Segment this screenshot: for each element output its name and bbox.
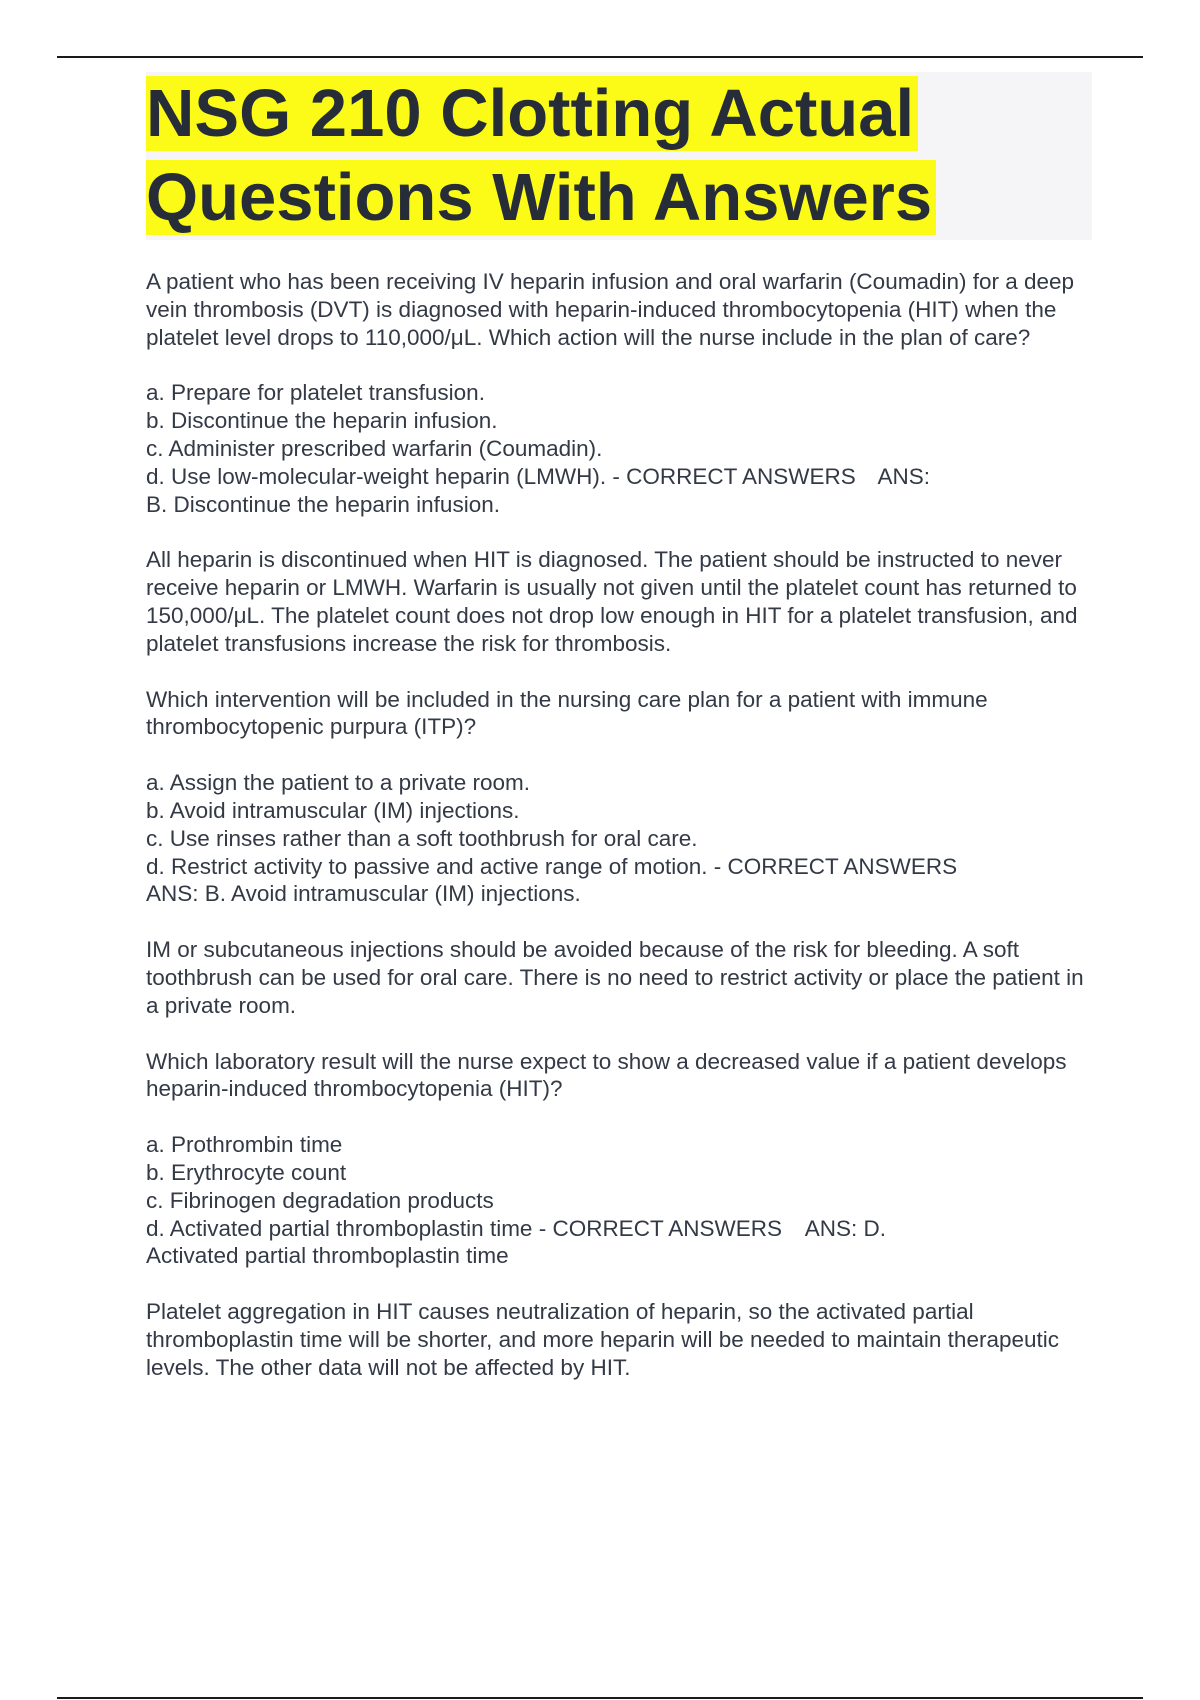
document-title: NSG 210 Clotting Actual Questions With Answers — [146, 72, 1092, 240]
question-3-option-b: b. Erythrocyte count — [146, 1159, 347, 1185]
question-3-option-d-line — [146, 1215, 886, 1243]
question-3-stem: Which laboratory result will the nurse expect to show a decreased value if a patient develops heparin-induced thrombocytopenia (HIT)? — [146, 1048, 1067, 1102]
question-2-stem: Which intervention will be included in the nursing care plan for a patient with immune thrombocytopenic purpura (ITP)? — [146, 686, 988, 740]
question-1-answer: B. Discontinue the heparin infusion. — [146, 491, 500, 517]
question-1-option-d-line — [146, 463, 930, 491]
question-3-ans-label: ANS: D. — [804, 1215, 886, 1241]
question-2-answer: ANS: B. Avoid intramuscular (IM) injections. — [146, 881, 581, 907]
question-3-answer: Activated partial thromboplastin time — [146, 1243, 509, 1269]
question-1-option-b: b. Discontinue the heparin infusion. — [146, 408, 498, 434]
question-2-option-d: d. Restrict activity to passive and active range of motion. - CORRECT ANSWERS — [146, 853, 958, 879]
question-1-option-d: d. Use low-molecular-weight heparin (LMWH). - CORRECT ANSWERS — [146, 463, 856, 489]
question-3-option-d: d. Activated partial thromboplastin time - CORRECT ANSWERS — [146, 1215, 783, 1241]
top-rule — [57, 56, 1143, 58]
title-block — [146, 72, 1092, 240]
question-3-rationale: Platelet aggregation in HIT causes neutralization of heparin, so the activated partial thromboplastin time will be shorter, and more heparin will be needed to maintain therapeutic levels. The other data will not be affected by HIT. — [146, 1299, 1060, 1380]
question-2-option-a: a. Assign the patient to a private room. — [146, 770, 530, 796]
question-2-rationale: IM or subcutaneous injections should be avoided because of the risk for bleeding. A soft toothbrush can be used for oral care. There is no need to restrict activity or place the patient in a private room. — [146, 937, 1084, 1018]
question-1-stem: A patient who has been receiving IV heparin infusion and oral warfarin (Coumadin) for a deep vein thrombosis (DVT) is diagnosed with heparin-induced thrombocytopenia (HIT) when the platelet level drops to 110,000/μL. Which action will the nurse include in the plan of care? — [146, 269, 1075, 350]
question-3-option-a: a. Prothrombin time — [146, 1132, 343, 1158]
document-body — [146, 72, 1092, 1410]
question-1-ans-label: ANS: — [877, 463, 930, 489]
question-2-options — [146, 769, 1092, 908]
bottom-rule — [57, 1697, 1143, 1699]
question-3-option-c: c. Fibrinogen degradation products — [146, 1187, 494, 1213]
question-1-option-c: c. Administer prescribed warfarin (Coumadin). — [146, 435, 603, 461]
question-2-option-b: b. Avoid intramuscular (IM) injections. — [146, 797, 520, 823]
question-1-rationale: All heparin is discontinued when HIT is diagnosed. The patient should be instructed to never receive heparin or LMWH. Warfarin is usually not given until the platelet count has returned to 150,000/μL. The platelet count does not drop low enough in HIT for a platelet transfusion, and platelet transfusions increase the risk for thrombosis. — [146, 547, 1078, 656]
question-1-option-a: a. Prepare for platelet transfusion. — [146, 380, 485, 406]
question-3-options — [146, 1131, 1092, 1270]
question-1-options — [146, 379, 1092, 518]
question-2-option-c: c. Use rinses rather than a soft toothbrush for oral care. — [146, 825, 698, 851]
